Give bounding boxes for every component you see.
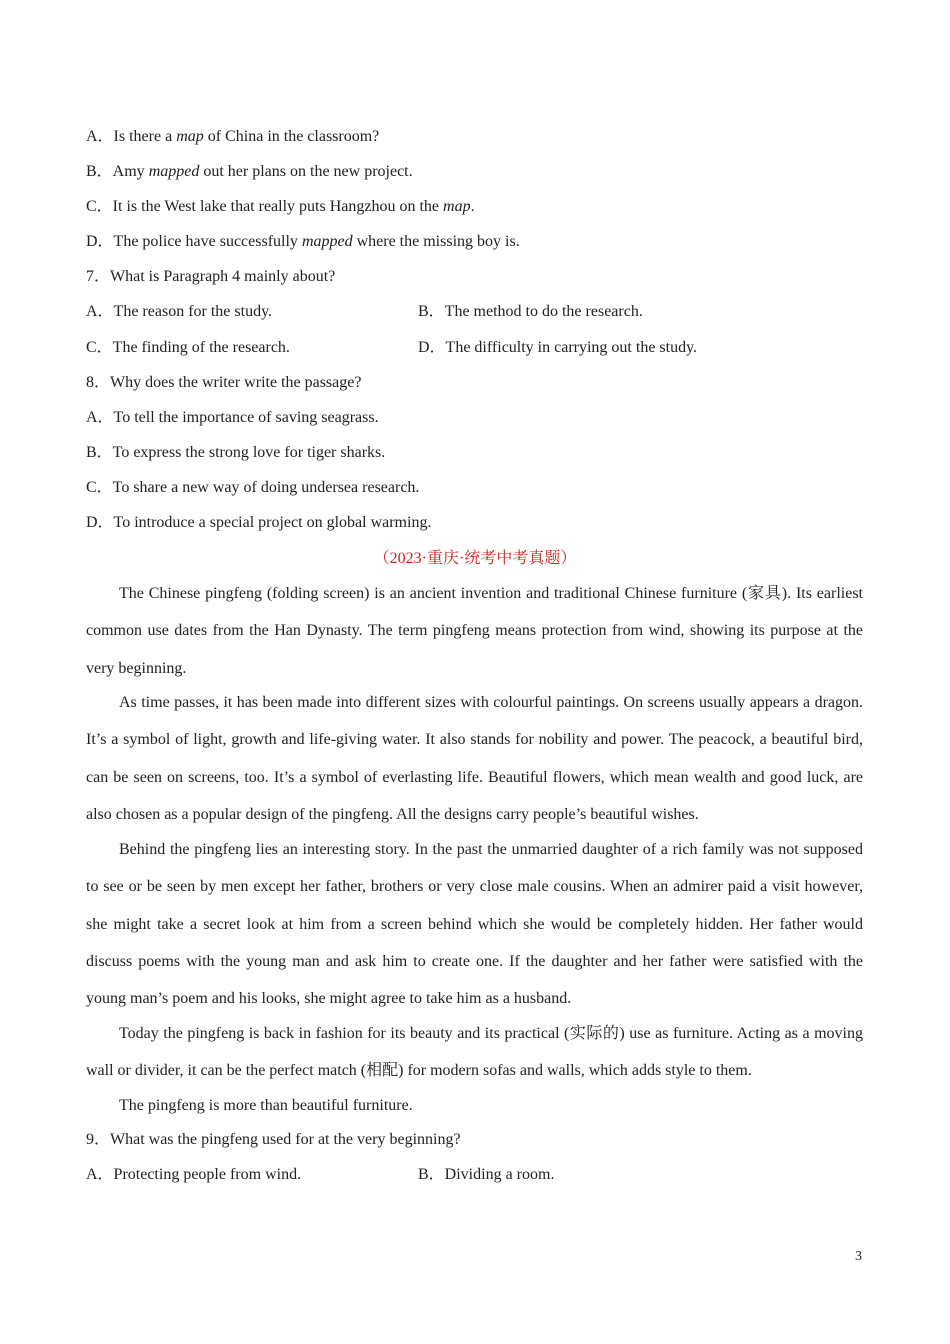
q7-option-a: A．The reason for the study.: [86, 303, 273, 320]
passage-paragraph-5: The pingfeng is more than beautiful furniture.: [119, 1097, 413, 1114]
q9-option-a: A．Protecting people from wind.: [86, 1166, 302, 1183]
q9-stem: 9．What was the pingfeng used for at the very beginning?: [86, 1131, 461, 1148]
page-number: 3: [855, 1249, 862, 1264]
q8-option-c: C．To share a new way of doing undersea research.: [86, 479, 420, 496]
q6-option-c: C．It is the West lake that really puts Hangzhou on the map.: [86, 198, 475, 215]
passage-paragraph-4: Today the pingfeng is back in fashion for its beauty and its practical (实际的) use as furniture. Acting as a moving wall or divider, it can be the perfect match (相配) for modern sofas and walls, which adds style to them.: [86, 1025, 863, 1080]
q7-option-d: D．The difficulty in carrying out the study.: [418, 339, 698, 356]
q6-option-b: B．Amy mapped out her plans on the new project.: [86, 163, 413, 180]
q8-option-b: B．To express the strong love for tiger sharks.: [86, 444, 386, 461]
q9-option-b: B．Dividing a room.: [418, 1166, 555, 1183]
q8-option-d: D．To introduce a special project on global warming.: [86, 514, 432, 531]
q7-stem: 7．What is Paragraph 4 mainly about?: [86, 268, 336, 285]
passage-paragraph-1: The Chinese pingfeng (folding screen) is an ancient invention and traditional Chinese furniture (家具). Its earliest common use dates from the Han Dynasty. The term pingfeng means protection from wind, showing its purpose at the very beginning.: [86, 585, 863, 677]
q8-option-a: A．To tell the importance of saving seagrass.: [86, 409, 379, 426]
source-label: （2023·重庆·统考中考真题）: [373, 550, 577, 567]
passage-paragraph-3: Behind the pingfeng lies an interesting story. In the past the unmarried daughter of a rich family was not supposed to see or be seen by men except her father, brothers or very close male cousins. When an admirer paid a visit however, she might take a secret look at him from a screen behind which she would be completely hidden. Her father would discuss poems with the young man and ask him to create one. If the daughter and her father were satisfied with the young man’s poem and his looks, she might agree to take him as a husband.: [86, 841, 863, 1008]
passage-paragraph-2: As time passes, it has been made into different sizes with colourful paintings. On screens usually appears a dragon. It’s a symbol of light, growth and life-giving water. It also stands for nobility and power. The peacock, a beautiful bird, can be seen on screens, too. It’s a symbol of everlasting life. Beautiful flowers, which mean wealth and good luck, are also chosen as a popular design of the pingfeng. All the designs carry people’s beautiful wishes.: [86, 694, 863, 823]
q6-option-a: A．Is there a map of China in the classroom?: [86, 128, 380, 145]
q6-option-d: D．The police have successfully mapped where the missing boy is.: [86, 233, 520, 250]
q7-option-c: C．The finding of the research.: [86, 339, 290, 356]
q8-stem: 8．Why does the writer write the passage?: [86, 374, 362, 391]
q7-option-b: B．The method to do the research.: [418, 303, 643, 320]
